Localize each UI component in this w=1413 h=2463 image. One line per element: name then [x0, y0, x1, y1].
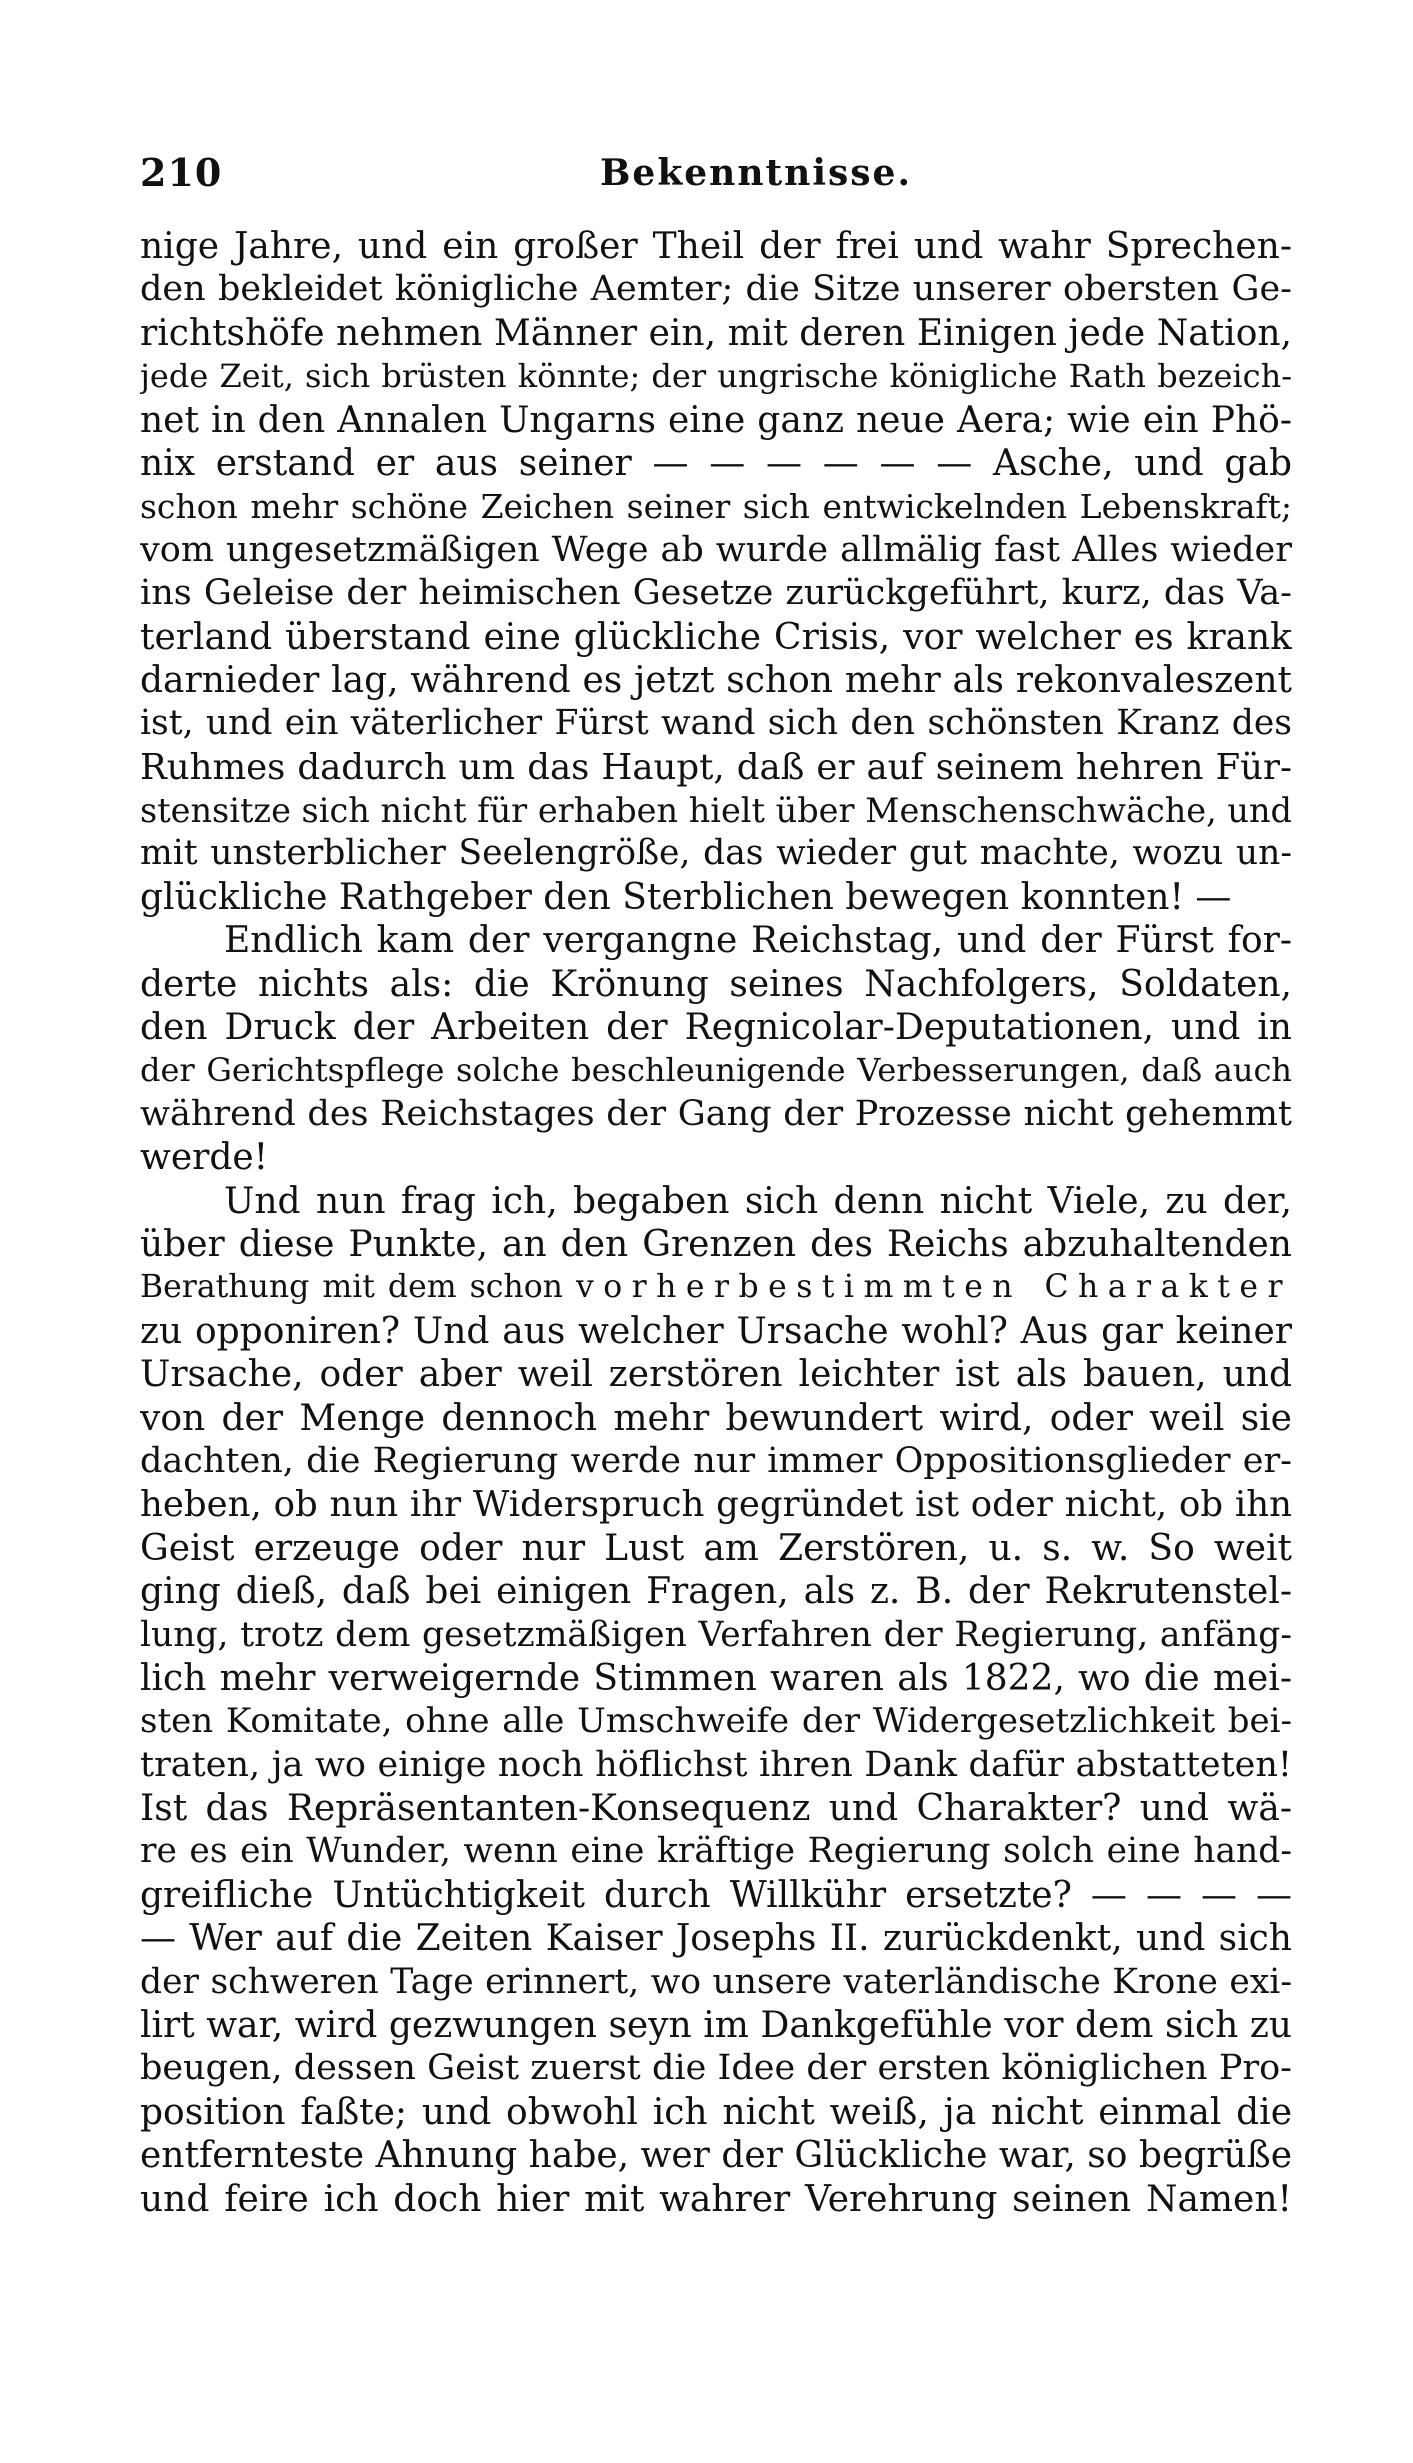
text-line — [140, 2134, 1292, 2177]
text-line-content: ging dieß, daß bei einigen Fragen, als z. B. der Rekrutenstel- — [140, 1571, 1292, 1613]
text-line-content: über diese Punkte, an den Grenzen des Reichs abzuhaltenden — [140, 1223, 1292, 1265]
text-line-content: traten, ja wo einige noch höflichst ihren Dank dafür abstatteten! — [140, 1744, 1292, 1785]
text-line — [140, 485, 1292, 528]
page-number: 210 — [140, 150, 223, 195]
text-line — [140, 963, 1292, 1006]
text-line-content: — Wer auf die Zeiten Kaiser Josephs II. zurückdenkt, und sich — [140, 1918, 1292, 1960]
text-line-content: den Druck der Arbeiten der Regnicolar-Deputationen, und in — [140, 1007, 1292, 1049]
text-line — [140, 1353, 1292, 1396]
text-line — [140, 2004, 1292, 2047]
text-line — [140, 789, 1292, 832]
page-header — [140, 150, 1290, 210]
text-line-content: lirt war, wird gezwungen seyn im Dankgefühle vor dem sich zu — [140, 2005, 1292, 2047]
text-line — [140, 1223, 1292, 1266]
text-line — [140, 225, 1292, 268]
text-line — [140, 1700, 1292, 1743]
text-line — [140, 1397, 1292, 1440]
text-line-content: glückliche Rathgeber den Sterblichen bewegen konnten! — — [140, 876, 1232, 918]
text-line-content: Endlich kam der vergangne Reichstag, und der Fürst for- — [224, 920, 1292, 962]
text-line-content: position faßte; und obwohl ich nicht weiß, ja nicht einmal die — [140, 2091, 1292, 2133]
text-line — [140, 2047, 1292, 2090]
text-line — [140, 1483, 1292, 1526]
text-line-content: sten Komitate, ohne alle Umschweife der Widergesetzlichkeit bei- — [140, 1701, 1292, 1742]
text-line — [140, 355, 1292, 398]
text-line — [140, 1874, 1292, 1917]
text-line — [140, 1744, 1292, 1787]
text-line — [140, 1570, 1292, 1613]
text-line-content: re es ein Wunder, wenn eine kräftige Regierung solch eine hand- — [140, 1831, 1292, 1872]
text-line-content: lung, trotz dem gesetzmäßigen Verfahren der Regierung, anfäng- — [140, 1614, 1292, 1655]
text-line — [140, 2091, 1292, 2134]
running-head: Bekenntnisse. — [600, 152, 912, 194]
body-text — [140, 225, 1292, 2221]
text-line — [140, 2178, 1292, 2221]
text-line-content: werde! — [140, 1137, 269, 1179]
text-line-content: nix erstand er aus seiner — — — — — — Asche, und gab — [140, 442, 1292, 484]
text-line — [140, 1614, 1292, 1657]
text-line-content: ins Geleise der heimischen Gesetze zurückgeführt, kurz, das Va- — [140, 573, 1292, 614]
text-line-content: den bekleidet königliche Aemter; die Sitze unserer obersten Ge- — [140, 269, 1292, 310]
text-line-content: derte nichts als: die Krönung seines Nachfolgers, Soldaten, — [140, 963, 1292, 1005]
text-line-content: terland überstand eine glückliche Crisis, vor welcher es krank — [140, 616, 1292, 658]
text-line-content: richtshöfe nehmen Männer ein, mit deren Einigen jede Nation, — [140, 312, 1292, 354]
text-line — [140, 876, 1292, 919]
text-line-content: der schweren Tage erinnert, wo unsere vaterländische Krone exi- — [140, 1961, 1292, 2002]
text-line — [140, 1180, 1292, 1223]
text-line — [140, 1917, 1292, 1960]
text-line-content: stensitze sich nicht für erhaben hielt über Menschenschwäche, und — [140, 791, 1292, 831]
text-line — [140, 832, 1292, 875]
text-line-content: heben, ob nun ihr Widerspruch gegründet ist oder nicht, ob ihn — [140, 1484, 1292, 1526]
text-line — [140, 1961, 1292, 2004]
text-line — [140, 572, 1292, 615]
text-line-content: von der Menge dennoch mehr bewundert wird, oder weil sie — [140, 1397, 1292, 1439]
text-line-content: während des Reichstages der Gang der Prozesse nicht gehemmt — [140, 1093, 1292, 1134]
text-line-content: Berathung mit dem schon — [140, 1269, 563, 1306]
text-line-content: ist, und ein väterlicher Fürst wand sich den schönsten Kranz des — [140, 703, 1292, 744]
text-line — [140, 1006, 1292, 1049]
text-line — [140, 616, 1292, 659]
text-line-content: schon mehr schöne Zeichen seiner sich entwickelnden Lebenskraft; — [140, 487, 1292, 527]
text-line-content: Ruhmes dadurch um das Haupt, daß er auf seinem hehren Für- — [140, 746, 1292, 788]
text-line — [140, 1440, 1292, 1483]
text-line — [140, 1266, 1292, 1309]
text-line — [140, 312, 1292, 355]
text-line — [140, 1136, 1292, 1179]
text-line-content: darnieder lag, während es jetzt schon mehr als rekonvaleszent — [140, 659, 1292, 701]
text-line — [140, 268, 1292, 311]
text-line-content: Ursache, oder aber weil zerstören leichter ist als bauen, und — [140, 1354, 1292, 1396]
text-line — [140, 1787, 1292, 1830]
text-line — [140, 1093, 1292, 1136]
text-line-content: mit unsterblicher Seelengröße, das wieder gut machte, wozu un- — [140, 833, 1292, 874]
text-line-content: Geist erzeuge oder nur Lust am Zerstören, u. s. w. So weit — [140, 1527, 1292, 1569]
text-line-content: Und nun frag ich, begaben sich denn nicht Viele, zu der, — [224, 1180, 1292, 1222]
text-line-content: vom ungesetzmäßigen Wege ab wurde allmälig fast Alles wieder — [140, 529, 1292, 570]
text-line-content: jede Zeit, sich brüsten könnte; der ungrische königliche Rath bezeich- — [140, 357, 1292, 396]
text-line — [140, 1310, 1292, 1353]
text-line-content: net in den Annalen Ungarns eine ganz neue Aera; wie ein Phö- — [140, 399, 1292, 441]
text-line — [140, 1049, 1292, 1092]
text-line — [140, 399, 1292, 442]
text-line-content: dachten, die Regierung werde nur immer Oppositionsglieder er- — [140, 1440, 1292, 1481]
text-line-content: zu opponiren? Und aus welcher Ursache wohl? Aus gar keiner — [140, 1310, 1292, 1352]
text-line-content: der Gerichtspflege solche beschleunigende Verbesserungen, daß auch — [140, 1051, 1292, 1090]
emphasized-text: vorherbestimmten Charakter — [575, 1269, 1292, 1306]
text-line-content: lich mehr verweigernde Stimmen waren als 1822, wo die mei- — [140, 1657, 1292, 1699]
text-line-content: nige Jahre, und ein großer Theil der frei und wahr Sprechen- — [140, 226, 1292, 267]
text-line — [140, 1527, 1292, 1570]
text-line-content: greifliche Untüchtigkeit durch Willkühr ersetzte? — — — — — [140, 1874, 1292, 1916]
text-line — [140, 746, 1292, 789]
text-line — [140, 442, 1292, 485]
text-line — [140, 529, 1292, 572]
text-line-content: Ist das Repräsentanten-Konsequenz und Charakter? und wä- — [140, 1788, 1292, 1830]
text-line — [140, 1657, 1292, 1700]
text-line — [140, 919, 1292, 962]
text-line — [140, 659, 1292, 702]
text-line-content: entfernteste Ahnung habe, wer der Glückliche war, so begrüße — [140, 2135, 1292, 2177]
text-line — [140, 702, 1292, 745]
text-line-content: beugen, dessen Geist zuerst die Idee der ersten königlichen Pro- — [140, 2048, 1292, 2089]
text-line — [140, 1830, 1292, 1873]
text-line-content: und feire ich doch hier mit wahrer Verehrung seinen Namen! — [140, 2178, 1292, 2220]
